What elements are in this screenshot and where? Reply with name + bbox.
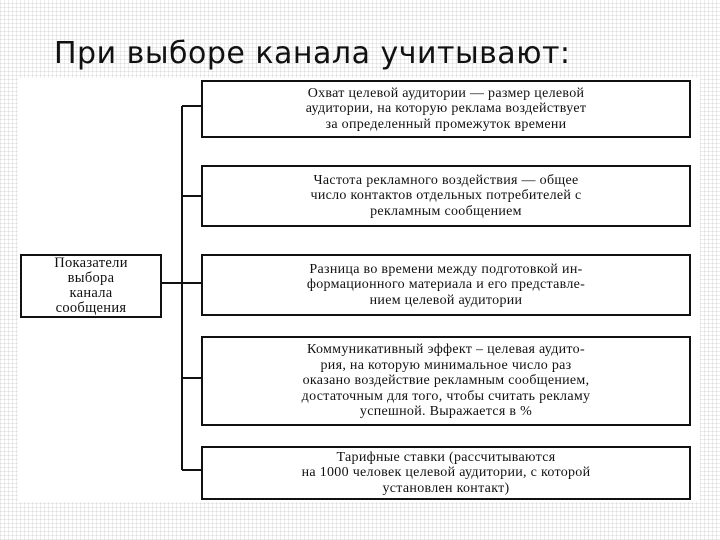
indicator-box-5: Тарифные ставки (рассчитываются на 1000 человек целевой аудитории, с которой установлен контакт) <box>201 446 691 500</box>
diagram <box>18 78 700 502</box>
slide-title: При выборе канала учитывают: <box>54 36 571 71</box>
indicator-box-2: Частота рекламного воздействия — общее число контактов отдельных потребителей с рекламным сообщением <box>201 165 691 227</box>
root-box: Показатели выбора канала сообщения <box>20 254 162 318</box>
indicator-box-4: Коммуникативный эффект – целевая аудито- рия, на которую минимальное число раз оказано воздействие рекламным сообщением, достаточным для того, чтобы считать рекламу успешной. Выражается в % <box>201 336 691 426</box>
indicator-box-1: Охват целевой аудитории — размер целевой аудитории, на которую реклама воздействует за определенный промежуток времени <box>201 80 691 138</box>
indicator-box-3: Разница во времени между подготовкой ин- формационного материала и его представле- нием целевой аудитории <box>201 254 691 316</box>
